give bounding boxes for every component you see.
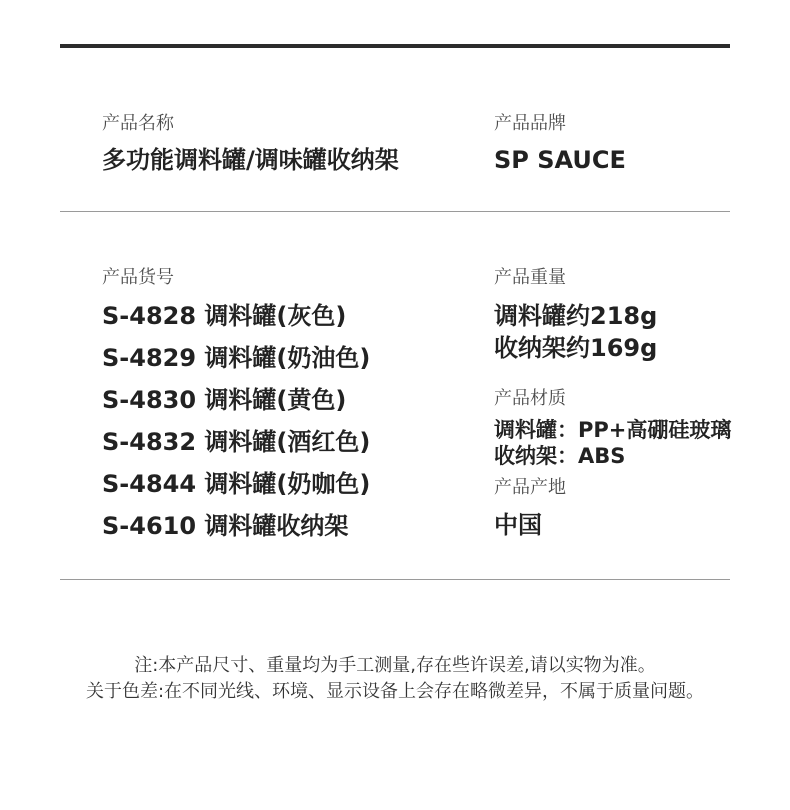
sku-item: S-4828 调料罐(灰色) — [102, 302, 347, 330]
product-weight-label: 产品重量 — [494, 267, 566, 288]
sku-item: S-4844 调料罐(奶咖色) — [102, 470, 371, 498]
sku-item: S-4832 调料罐(酒红色) — [102, 428, 371, 456]
weight-line: 收纳架约169g — [494, 334, 658, 362]
product-name-label: 产品名称 — [102, 113, 174, 134]
material-line: 调料罐：PP+高硼硅玻璃 — [494, 418, 732, 442]
product-origin-label: 产品产地 — [494, 477, 566, 498]
section-divider-2 — [60, 579, 730, 580]
sku-item: S-4829 调料罐(奶油色) — [102, 344, 371, 372]
note-color-difference: 关于色差:在不同光线、环境、显示设备上会存在略微差异，不属于质量问题。 — [85, 681, 705, 702]
weight-line: 调料罐约218g — [494, 302, 658, 330]
top-rule — [60, 44, 730, 48]
product-sku-label: 产品货号 — [102, 267, 174, 288]
sku-item: S-4610 调料罐收纳架 — [102, 512, 349, 540]
sku-list — [102, 303, 370, 555]
product-material-label: 产品材质 — [494, 388, 566, 409]
product-brand-label: 产品品牌 — [494, 113, 566, 134]
product-brand-value: SP SAUCE — [494, 146, 626, 174]
product-name-value: 多功能调料罐/调味罐收纳架 — [102, 146, 399, 174]
note-measurement: 注:本产品尺寸、重量均为手工测量,存在些许误差,请以实物为准。 — [134, 655, 656, 676]
section-divider-1 — [60, 211, 730, 212]
product-origin-value: 中国 — [494, 511, 542, 539]
material-line: 收纳架：ABS — [494, 444, 626, 468]
sku-item: S-4830 调料罐(黄色) — [102, 386, 347, 414]
